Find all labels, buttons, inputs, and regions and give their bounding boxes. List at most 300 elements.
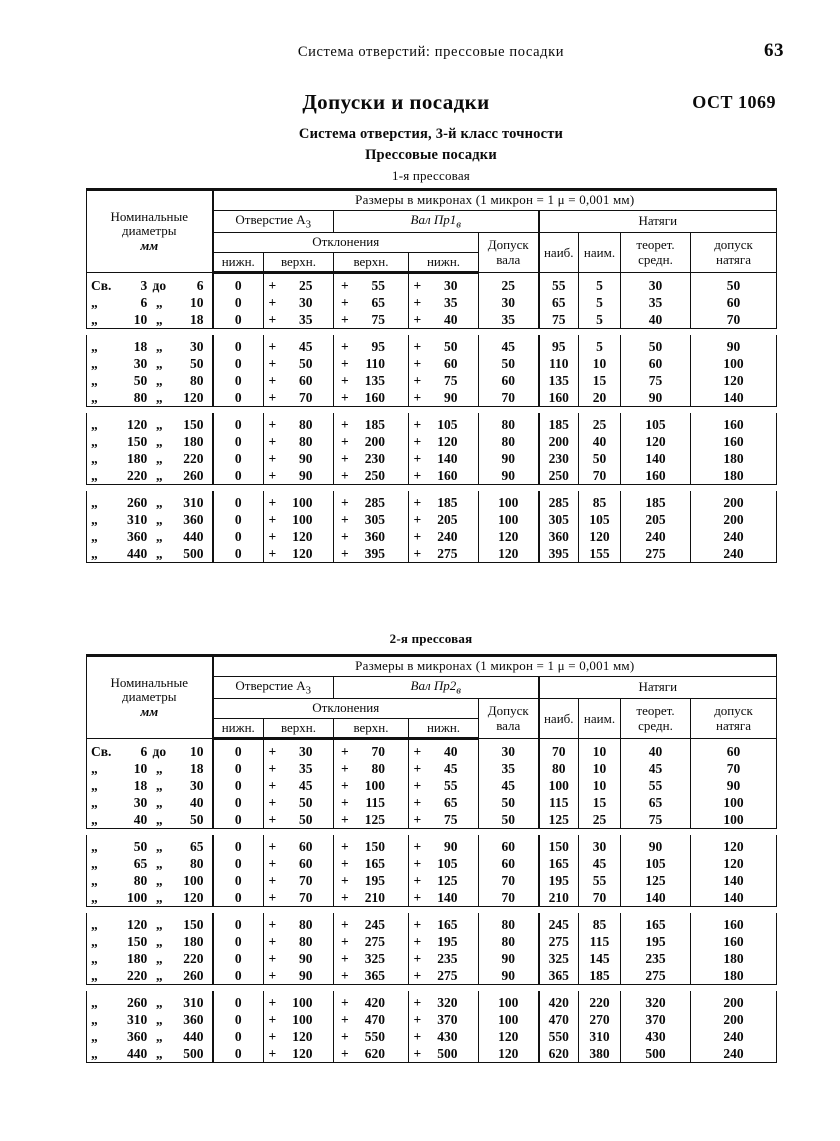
page-number: 63: [764, 40, 784, 61]
cell-interference-mean: 35: [621, 294, 691, 311]
range-from-word: „: [91, 312, 98, 328]
cell-interference-tolerance: 70: [691, 311, 777, 329]
cell-interference-tolerance: 140: [691, 872, 777, 889]
cell-interference-mean: 45: [621, 760, 691, 777]
cell-interference-mean: 120: [621, 433, 691, 450]
cell-nominal-range: [87, 889, 213, 907]
cell-shaft-tolerance: 30: [479, 294, 539, 311]
range-to-word: „: [155, 873, 163, 889]
range-to-value: 150: [183, 917, 204, 933]
range-from-word: „: [91, 468, 98, 484]
range-to-word: до: [152, 277, 167, 293]
cell-interference-mean: 55: [621, 777, 691, 794]
table-row: [87, 991, 777, 1011]
range-from-value: 3: [140, 277, 148, 293]
header-shaft-upper: верхн.: [334, 252, 409, 273]
header-hole-lower: нижн.: [213, 718, 264, 739]
cell-nominal-range: [87, 273, 213, 295]
cell-interference-tolerance: 180: [691, 467, 777, 485]
header-interference-group: Натяги: [539, 676, 777, 699]
cell-interference-min: 5: [579, 311, 621, 329]
range-from-word: „: [91, 856, 98, 872]
range-from-value: 260: [127, 495, 148, 511]
header-interference-min: наим.: [579, 699, 621, 739]
header-hole-upper: верхн.: [264, 718, 334, 739]
cell-interference-mean: 275: [621, 545, 691, 563]
cell-shaft-lower-deviation: + 275: [409, 967, 479, 985]
cell-shaft-upper-deviation: + 150: [334, 835, 409, 855]
cell-shaft-lower-deviation: + 40: [409, 311, 479, 329]
running-head: [86, 44, 776, 61]
cell-interference-mean: 430: [621, 1028, 691, 1045]
standard-code: ОСТ 1069: [692, 92, 776, 112]
header-shaft-upper: верхн.: [334, 718, 409, 739]
header-interference-mean-line1: теорет.: [636, 703, 675, 719]
cell-hole-lower-deviation: 0: [213, 889, 264, 907]
cell-interference-tolerance: 60: [691, 739, 777, 761]
cell-interference-max: 325: [539, 950, 579, 967]
cell-shaft-upper-deviation: + 420: [334, 991, 409, 1011]
cell-shaft-lower-deviation: + 105: [409, 855, 479, 872]
cell-shaft-tolerance: 50: [479, 794, 539, 811]
cell-interference-min: 115: [579, 933, 621, 950]
cell-shaft-upper-deviation: + 275: [334, 933, 409, 950]
header-nominal-line1: Номинальные: [110, 674, 189, 690]
cell-hole-lower-deviation: 0: [213, 1045, 264, 1063]
table-row: [87, 794, 777, 811]
document-title: Допуски и посадки: [302, 90, 490, 114]
cell-hole-lower-deviation: 0: [213, 335, 264, 355]
range-from-word: „: [91, 495, 98, 511]
cell-nominal-range: [87, 355, 213, 372]
range-from-value: 50: [133, 839, 148, 855]
cell-shaft-tolerance: 90: [479, 467, 539, 485]
cell-interference-tolerance: 160: [691, 433, 777, 450]
cell-interference-max: 250: [539, 467, 579, 485]
table-row: [87, 413, 777, 433]
cell-shaft-lower-deviation: + 240: [409, 528, 479, 545]
cell-nominal-range: [87, 913, 213, 933]
cell-interference-min: 25: [579, 413, 621, 433]
cell-hole-lower-deviation: 0: [213, 967, 264, 985]
running-head-text: Система отверстий: прессовые посадки: [297, 44, 565, 60]
title-row: [86, 90, 776, 118]
cell-shaft-lower-deviation: + 55: [409, 777, 479, 794]
cell-nominal-range: [87, 389, 213, 407]
range-from-word: „: [91, 339, 98, 355]
range-from-value: 6: [140, 743, 148, 759]
range-from-value: 30: [133, 795, 148, 811]
cell-shaft-lower-deviation: + 125: [409, 872, 479, 889]
table-row: [87, 777, 777, 794]
range-to-value: 80: [190, 373, 204, 389]
cell-shaft-tolerance: 60: [479, 372, 539, 389]
cell-interference-min: 120: [579, 528, 621, 545]
range-from-value: 150: [127, 434, 148, 450]
range-to-word: „: [155, 390, 163, 406]
header-nominal-diameters: [87, 190, 213, 273]
cell-shaft-lower-deviation: + 195: [409, 933, 479, 950]
cell-hole-lower-deviation: 0: [213, 811, 264, 829]
cell-interference-min: 5: [579, 273, 621, 295]
range-to-word: „: [155, 934, 163, 950]
cell-interference-min: 40: [579, 433, 621, 450]
range-to-value: 260: [183, 468, 204, 484]
cell-shaft-lower-deviation: + 370: [409, 1011, 479, 1028]
cell-interference-mean: 125: [621, 872, 691, 889]
cell-interference-tolerance: 240: [691, 528, 777, 545]
header-nominal-unit: мм: [140, 237, 159, 253]
range-from-word: Св.: [91, 277, 112, 293]
cell-interference-min: 220: [579, 991, 621, 1011]
range-to-word: „: [155, 890, 163, 906]
cell-shaft-upper-deviation: + 250: [334, 467, 409, 485]
range-to-value: 10: [190, 743, 204, 759]
range-from-word: „: [91, 795, 98, 811]
cell-hole-upper-deviation: + 120: [264, 1028, 334, 1045]
range-from-value: 6: [140, 295, 148, 311]
cell-hole-lower-deviation: 0: [213, 855, 264, 872]
cell-hole-lower-deviation: 0: [213, 913, 264, 933]
cell-shaft-upper-deviation: + 80: [334, 760, 409, 777]
range-from-word: „: [91, 873, 98, 889]
range-from-value: 360: [127, 529, 148, 545]
cell-interference-max: 150: [539, 835, 579, 855]
cell-interference-min: 270: [579, 1011, 621, 1028]
cell-shaft-tolerance: 120: [479, 545, 539, 563]
cell-interference-max: 360: [539, 528, 579, 545]
cell-interference-mean: 30: [621, 273, 691, 295]
range-from-value: 260: [127, 995, 148, 1011]
range-from-word: „: [91, 356, 98, 372]
cell-hole-lower-deviation: 0: [213, 777, 264, 794]
range-to-word: „: [155, 951, 163, 967]
cell-hole-upper-deviation: + 100: [264, 991, 334, 1011]
range-from-word: „: [91, 1029, 98, 1045]
cell-shaft-upper-deviation: + 360: [334, 528, 409, 545]
cell-nominal-range: [87, 511, 213, 528]
range-to-word: „: [155, 812, 163, 828]
cell-hole-upper-deviation: + 120: [264, 545, 334, 563]
cell-hole-upper-deviation: + 30: [264, 294, 334, 311]
range-to-word: „: [155, 468, 163, 484]
range-from-value: 120: [127, 917, 148, 933]
cell-interference-max: 55: [539, 273, 579, 295]
table-1-body: [87, 273, 777, 563]
cell-nominal-range: [87, 372, 213, 389]
header-hole-label: Отверстие A: [235, 211, 306, 227]
cell-interference-max: 230: [539, 450, 579, 467]
cell-interference-tolerance: 100: [691, 355, 777, 372]
cell-shaft-lower-deviation: + 165: [409, 913, 479, 933]
header-sizes-in-microns: Размеры в микронах (1 микрон = 1 μ = 0,001 мм): [213, 656, 777, 677]
table-row: [87, 760, 777, 777]
cell-interference-max: 275: [539, 933, 579, 950]
cell-hole-upper-deviation: + 120: [264, 528, 334, 545]
cell-nominal-range: [87, 413, 213, 433]
cell-interference-min: 50: [579, 450, 621, 467]
cell-hole-upper-deviation: + 50: [264, 811, 334, 829]
cell-interference-mean: 205: [621, 511, 691, 528]
table-row: [87, 913, 777, 933]
subtitle-accuracy-class: Система отверстия, 3-й класс точности: [298, 126, 564, 142]
table-1-caption: 1-я прессовая: [392, 168, 470, 183]
cell-shaft-tolerance: 70: [479, 872, 539, 889]
cell-shaft-upper-deviation: + 395: [334, 545, 409, 563]
cell-hole-lower-deviation: 0: [213, 355, 264, 372]
table-row: [87, 811, 777, 829]
cell-interference-mean: 105: [621, 413, 691, 433]
table-row: [87, 355, 777, 372]
cell-interference-min: 70: [579, 889, 621, 907]
cell-interference-tolerance: 120: [691, 855, 777, 872]
cell-nominal-range: [87, 1028, 213, 1045]
cell-shaft-upper-deviation: + 55: [334, 273, 409, 295]
cell-interference-min: 105: [579, 511, 621, 528]
header-interference-tolerance: [691, 699, 777, 739]
cell-interference-max: 200: [539, 433, 579, 450]
cell-hole-upper-deviation: + 100: [264, 491, 334, 511]
cell-hole-lower-deviation: 0: [213, 950, 264, 967]
cell-interference-max: 165: [539, 855, 579, 872]
cell-shaft-tolerance: 80: [479, 413, 539, 433]
cell-interference-min: 85: [579, 491, 621, 511]
cell-nominal-range: [87, 794, 213, 811]
cell-shaft-upper-deviation: + 195: [334, 872, 409, 889]
range-to-word: „: [155, 917, 163, 933]
cell-hole-lower-deviation: 0: [213, 1028, 264, 1045]
range-from-value: 220: [127, 468, 148, 484]
range-from-word: „: [91, 1046, 98, 1062]
cell-hole-upper-deviation: + 35: [264, 311, 334, 329]
cell-interference-mean: 140: [621, 450, 691, 467]
cell-shaft-lower-deviation: + 500: [409, 1045, 479, 1063]
header-shaft-tolerance-line2: вала: [496, 251, 521, 267]
range-to-value: 360: [183, 1012, 204, 1028]
range-to-word: „: [155, 1012, 163, 1028]
range-to-value: 310: [183, 495, 204, 511]
range-from-value: 18: [133, 778, 148, 794]
table-row: [87, 933, 777, 950]
header-shaft-tolerance: [479, 233, 539, 273]
cell-shaft-lower-deviation: + 30: [409, 273, 479, 295]
cell-interference-min: 155: [579, 545, 621, 563]
range-to-value: 120: [183, 390, 204, 406]
cell-interference-max: 245: [539, 913, 579, 933]
cell-interference-mean: 50: [621, 335, 691, 355]
cell-hole-upper-deviation: + 90: [264, 950, 334, 967]
cell-interference-tolerance: 70: [691, 760, 777, 777]
cell-hole-lower-deviation: 0: [213, 933, 264, 950]
range-to-word: „: [155, 761, 163, 777]
header-hole-upper: верхн.: [264, 252, 334, 273]
cell-hole-upper-deviation: + 100: [264, 511, 334, 528]
cell-interference-mean: 75: [621, 811, 691, 829]
cell-shaft-upper-deviation: + 550: [334, 1028, 409, 1045]
header-deviations: Отклонения: [213, 699, 479, 719]
cell-interference-mean: 370: [621, 1011, 691, 1028]
cell-interference-min: 10: [579, 777, 621, 794]
table-row: [87, 967, 777, 985]
cell-shaft-upper-deviation: + 115: [334, 794, 409, 811]
range-from-word: „: [91, 839, 98, 855]
cell-interference-tolerance: 180: [691, 450, 777, 467]
cell-interference-min: 30: [579, 835, 621, 855]
cell-hole-upper-deviation: + 120: [264, 1045, 334, 1063]
cell-nominal-range: [87, 1045, 213, 1063]
cell-nominal-range: [87, 545, 213, 563]
cell-interference-tolerance: 60: [691, 294, 777, 311]
cell-interference-max: 420: [539, 991, 579, 1011]
cell-hole-upper-deviation: + 70: [264, 889, 334, 907]
table-row: [87, 467, 777, 485]
cell-shaft-lower-deviation: + 430: [409, 1028, 479, 1045]
range-to-word: „: [155, 295, 163, 311]
header-shaft-label: Вал Пр2: [410, 677, 457, 693]
cell-shaft-tolerance: 80: [479, 433, 539, 450]
range-from-value: 360: [127, 1029, 148, 1045]
table-1-header-row-1: [87, 190, 777, 211]
cell-shaft-lower-deviation: + 160: [409, 467, 479, 485]
range-from-value: 100: [127, 890, 148, 906]
cell-interference-tolerance: 240: [691, 1028, 777, 1045]
range-to-word: „: [155, 839, 163, 855]
cell-interference-max: 185: [539, 413, 579, 433]
cell-shaft-upper-deviation: + 185: [334, 413, 409, 433]
cell-shaft-upper-deviation: + 110: [334, 355, 409, 372]
range-from-word: „: [91, 778, 98, 794]
range-from-word: „: [91, 917, 98, 933]
cell-interference-mean: 90: [621, 389, 691, 407]
header-interference-min: наим.: [579, 233, 621, 273]
cell-interference-mean: 105: [621, 855, 691, 872]
cell-interference-mean: 160: [621, 467, 691, 485]
header-nominal-line2: диаметры: [122, 223, 177, 239]
range-to-word: „: [155, 356, 163, 372]
cell-shaft-upper-deviation: + 285: [334, 491, 409, 511]
cell-interference-tolerance: 200: [691, 1011, 777, 1028]
cell-interference-tolerance: 100: [691, 794, 777, 811]
range-to-word: „: [155, 529, 163, 545]
cell-hole-lower-deviation: 0: [213, 372, 264, 389]
cell-nominal-range: [87, 450, 213, 467]
range-from-value: 30: [133, 356, 148, 372]
cell-hole-lower-deviation: 0: [213, 545, 264, 563]
range-from-value: 310: [127, 512, 148, 528]
header-nominal-line2: диаметры: [122, 689, 177, 705]
table-row: [87, 872, 777, 889]
header-interference-tolerance-line1: допуск: [714, 703, 753, 719]
cell-interference-min: 15: [579, 794, 621, 811]
header-shaft-sub: в: [456, 218, 461, 231]
header-interference-mean-line2: средн.: [638, 717, 673, 733]
cell-shaft-upper-deviation: + 305: [334, 511, 409, 528]
table-row: [87, 433, 777, 450]
range-to-word: „: [155, 995, 163, 1011]
cell-interference-min: 10: [579, 760, 621, 777]
header-interference-tolerance-line2: натяга: [716, 717, 752, 733]
range-to-word: „: [155, 546, 163, 562]
header-interference-tolerance-line2: натяга: [716, 251, 752, 267]
cell-shaft-tolerance: 60: [479, 835, 539, 855]
cell-hole-lower-deviation: 0: [213, 413, 264, 433]
range-to-value: 30: [190, 339, 204, 355]
cell-shaft-lower-deviation: + 35: [409, 294, 479, 311]
cell-nominal-range: [87, 311, 213, 329]
cell-shaft-lower-deviation: + 60: [409, 355, 479, 372]
range-to-word: „: [155, 495, 163, 511]
cell-hole-lower-deviation: 0: [213, 311, 264, 329]
cell-interference-tolerance: 140: [691, 389, 777, 407]
cell-interference-mean: 40: [621, 311, 691, 329]
cell-interference-max: 620: [539, 1045, 579, 1063]
cell-hole-upper-deviation: + 80: [264, 933, 334, 950]
table-row: [87, 1045, 777, 1063]
cell-interference-tolerance: 240: [691, 1045, 777, 1063]
range-from-word: „: [91, 546, 98, 562]
cell-interference-tolerance: 160: [691, 933, 777, 950]
range-to-value: 120: [183, 890, 204, 906]
cell-interference-mean: 185: [621, 491, 691, 511]
cell-interference-max: 365: [539, 967, 579, 985]
range-to-value: 100: [183, 873, 204, 889]
cell-hole-lower-deviation: 0: [213, 872, 264, 889]
cell-shaft-tolerance: 120: [479, 1045, 539, 1063]
header-hole-sub: 3: [305, 218, 312, 231]
cell-hole-upper-deviation: + 50: [264, 355, 334, 372]
cell-interference-max: 65: [539, 294, 579, 311]
range-to-word: „: [155, 778, 163, 794]
cell-hole-lower-deviation: 0: [213, 389, 264, 407]
range-from-word: „: [91, 512, 98, 528]
cell-shaft-lower-deviation: + 90: [409, 835, 479, 855]
cell-interference-min: 145: [579, 950, 621, 967]
cell-hole-lower-deviation: 0: [213, 467, 264, 485]
cell-interference-tolerance: 100: [691, 811, 777, 829]
cell-interference-max: 285: [539, 491, 579, 511]
table-row: [87, 889, 777, 907]
header-sizes-in-microns: Размеры в микронах (1 микрон = 1 μ = 0,001 мм): [213, 190, 777, 211]
cell-shaft-lower-deviation: + 140: [409, 450, 479, 467]
cell-interference-mean: 320: [621, 991, 691, 1011]
range-to-word: „: [155, 1029, 163, 1045]
header-interference-tolerance: [691, 233, 777, 273]
cell-shaft-lower-deviation: + 75: [409, 372, 479, 389]
range-from-value: 10: [133, 312, 148, 328]
cell-interference-mean: 275: [621, 967, 691, 985]
range-from-word: „: [91, 812, 98, 828]
cell-shaft-lower-deviation: + 40: [409, 739, 479, 761]
range-from-value: 440: [127, 546, 148, 562]
cell-interference-mean: 60: [621, 355, 691, 372]
cell-shaft-upper-deviation: + 245: [334, 913, 409, 933]
cell-interference-mean: 65: [621, 794, 691, 811]
table-row: [87, 389, 777, 407]
cell-hole-lower-deviation: 0: [213, 835, 264, 855]
cell-interference-min: 5: [579, 294, 621, 311]
range-to-word: „: [155, 373, 163, 389]
cell-interference-min: 85: [579, 913, 621, 933]
cell-interference-mean: 195: [621, 933, 691, 950]
cell-nominal-range: [87, 467, 213, 485]
cell-shaft-lower-deviation: + 185: [409, 491, 479, 511]
cell-hole-upper-deviation: + 80: [264, 413, 334, 433]
cell-hole-upper-deviation: + 45: [264, 335, 334, 355]
range-to-value: 310: [183, 995, 204, 1011]
table-row: [87, 739, 777, 761]
cell-shaft-upper-deviation: + 95: [334, 335, 409, 355]
range-from-word: „: [91, 761, 98, 777]
